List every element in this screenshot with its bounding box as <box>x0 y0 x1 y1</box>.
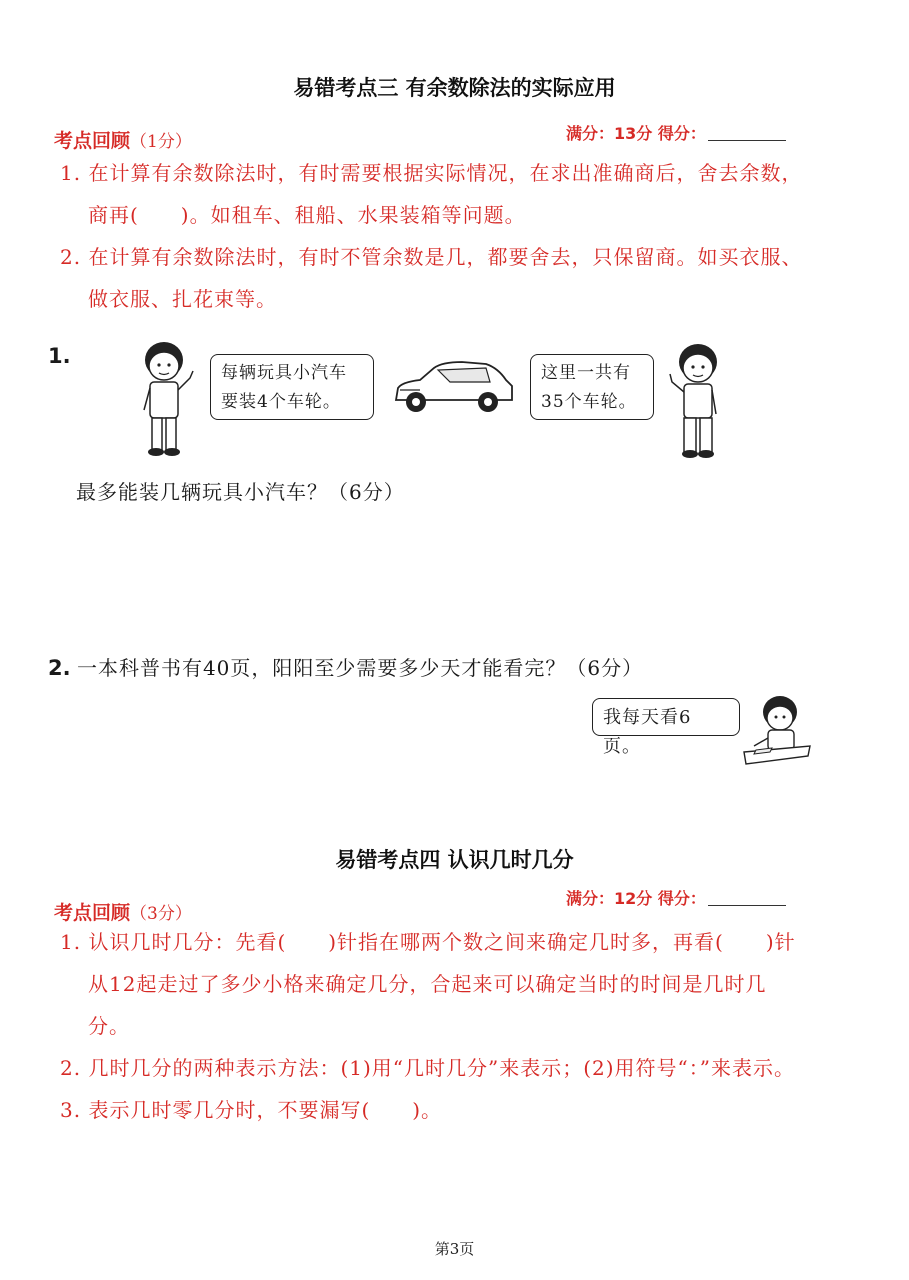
question-number: 2. <box>48 656 71 680</box>
question-number: 1. <box>48 344 71 368</box>
score-label: 满分：13分 得分： <box>566 124 706 143</box>
review-points: （1分） <box>130 132 192 152</box>
section3-score <box>566 121 786 144</box>
boy-illustration-right <box>664 340 728 462</box>
review-item: 3. 表示几时零几分时，不要漏写( )。 <box>60 1098 443 1122</box>
bubble-line: 要装4个车轮。 <box>221 392 341 412</box>
question-2 <box>48 652 643 681</box>
bubble-line: 每辆玩具小汽车 <box>221 363 347 383</box>
reading-boy-illustration <box>742 694 812 770</box>
boy-illustration-left <box>134 338 204 460</box>
review-points: （3分） <box>130 904 192 924</box>
toy-car-illustration <box>390 356 518 420</box>
question-1-text: 最多能装几辆玩具小汽车？（6分） <box>76 480 405 504</box>
section4-review-list <box>60 921 805 1131</box>
bubble-line: 35个车轮。 <box>541 392 637 412</box>
review-label: 考点回顾 <box>54 130 131 152</box>
section4-title: 易错考点四 认识几时几分 <box>335 848 574 872</box>
question-2-text: 一本科普书有40页，阳阳至少需要多少天才能看完？（6分） <box>76 656 644 680</box>
speech-bubble-left <box>210 354 374 420</box>
score-blank[interactable] <box>708 905 786 906</box>
section3-title: 易错考点三 有余数除法的实际应用 <box>293 76 616 100</box>
section3-review-list <box>60 152 805 320</box>
page-number: 第3页 <box>434 1240 475 1258</box>
speech-bubble-right <box>530 354 654 420</box>
bubble-line: 这里一共有 <box>541 363 631 383</box>
review-label: 考点回顾 <box>54 902 131 924</box>
review-item: 1. 在计算有余数除法时，有时需要根据实际情况，在求出准确商后，舍去余数，商再( )。如租车、租船、水果装箱等问题。 <box>60 161 803 227</box>
score-blank[interactable] <box>708 140 786 141</box>
section3-review-header <box>54 126 192 153</box>
review-item: 2. 在计算有余数除法时，有时不管余数是几，都要舍去，只保留商。如买衣服、做衣服、扎花束等。 <box>60 245 803 311</box>
section4-score <box>566 886 786 909</box>
review-item: 2. 几时几分的两种表示方法：(1)用“几时几分”来表示；(2)用符号“：”来表示。 <box>60 1056 795 1080</box>
review-item: 1. 认识几时几分：先看( )针指在哪两个数之间来确定几时多，再看( )针从12起走过了多少小格来确定几分，合起来可以确定当时的时间是几时几分。 <box>60 930 796 1038</box>
score-label: 满分：12分 得分： <box>566 889 706 908</box>
speech-bubble-reading: 我每天看6页。 <box>592 698 740 736</box>
